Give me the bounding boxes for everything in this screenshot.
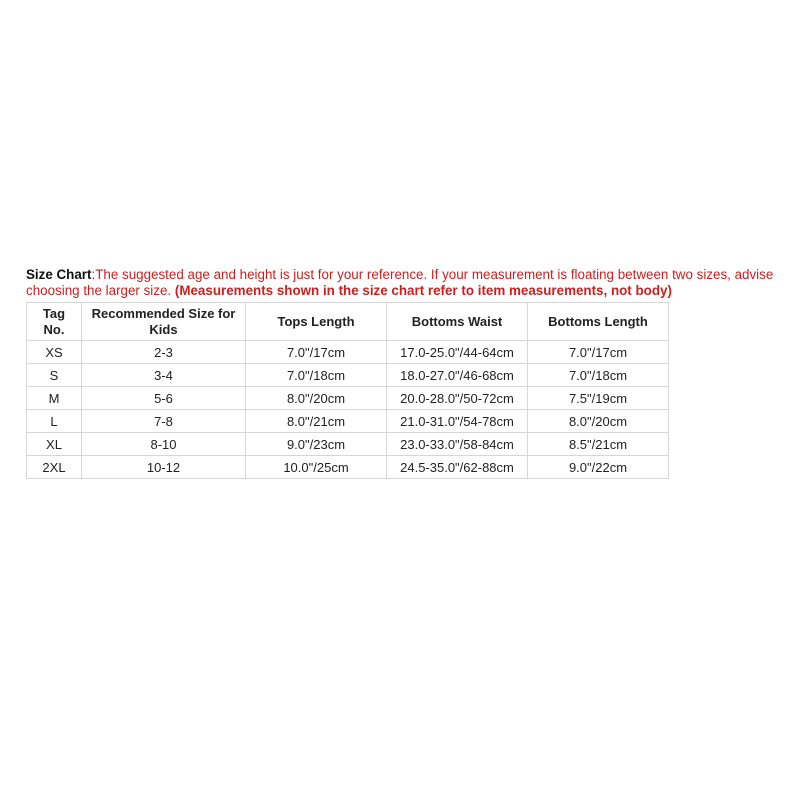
header-recommended-size: Recommended Size for Kids	[82, 303, 246, 341]
cell-recommended-size: 3-4	[82, 364, 246, 387]
cell-recommended-size: 5-6	[82, 387, 246, 410]
table-header-row	[27, 303, 669, 341]
table-row	[27, 410, 669, 433]
cell-bottoms-length: 7.5"/19cm	[528, 387, 669, 410]
cell-tops-length: 7.0"/17cm	[246, 341, 387, 364]
size-chart-advice-text: :The suggested age and height is just for your reference. If your measurement is floating between two sizes, advise choosing the larger size.	[26, 267, 774, 298]
cell-bottoms-waist: 23.0-33.0"/58-84cm	[387, 433, 528, 456]
cell-bottoms-length: 8.0"/20cm	[528, 410, 669, 433]
cell-recommended-size: 7-8	[82, 410, 246, 433]
cell-tag-no: 2XL	[27, 456, 82, 479]
cell-tag-no: S	[27, 364, 82, 387]
cell-tops-length: 7.0"/18cm	[246, 364, 387, 387]
size-chart-table	[26, 302, 669, 479]
cell-tops-length: 9.0"/23cm	[246, 433, 387, 456]
cell-tag-no: XS	[27, 341, 82, 364]
cell-bottoms-length: 7.0"/17cm	[528, 341, 669, 364]
cell-bottoms-length: 9.0"/22cm	[528, 456, 669, 479]
table-row	[27, 387, 669, 410]
header-tops-length: Tops Length	[246, 303, 387, 341]
cell-tops-length: 10.0"/25cm	[246, 456, 387, 479]
cell-bottoms-waist: 24.5-35.0"/62-88cm	[387, 456, 528, 479]
cell-tag-no: M	[27, 387, 82, 410]
table-row	[27, 341, 669, 364]
size-chart-heading: Size Chart	[26, 267, 92, 282]
size-chart-notice	[26, 267, 786, 299]
table-row	[27, 364, 669, 387]
cell-recommended-size: 2-3	[82, 341, 246, 364]
header-bottoms-length: Bottoms Length	[528, 303, 669, 341]
header-tag-no: Tag No.	[27, 303, 82, 341]
cell-recommended-size: 10-12	[82, 456, 246, 479]
cell-tag-no: XL	[27, 433, 82, 456]
cell-bottoms-length: 7.0"/18cm	[528, 364, 669, 387]
cell-tops-length: 8.0"/20cm	[246, 387, 387, 410]
cell-bottoms-waist: 21.0-31.0"/54-78cm	[387, 410, 528, 433]
cell-bottoms-waist: 20.0-28.0"/50-72cm	[387, 387, 528, 410]
table-row	[27, 456, 669, 479]
measurement-disclaimer: (Measurements shown in the size chart refer to item measurements, not body)	[174, 283, 672, 298]
cell-tag-no: L	[27, 410, 82, 433]
cell-recommended-size: 8-10	[82, 433, 246, 456]
cell-bottoms-length: 8.5"/21cm	[528, 433, 669, 456]
cell-bottoms-waist: 17.0-25.0"/44-64cm	[387, 341, 528, 364]
cell-tops-length: 8.0"/21cm	[246, 410, 387, 433]
table-row	[27, 433, 669, 456]
header-bottoms-waist: Bottoms Waist	[387, 303, 528, 341]
cell-bottoms-waist: 18.0-27.0"/46-68cm	[387, 364, 528, 387]
